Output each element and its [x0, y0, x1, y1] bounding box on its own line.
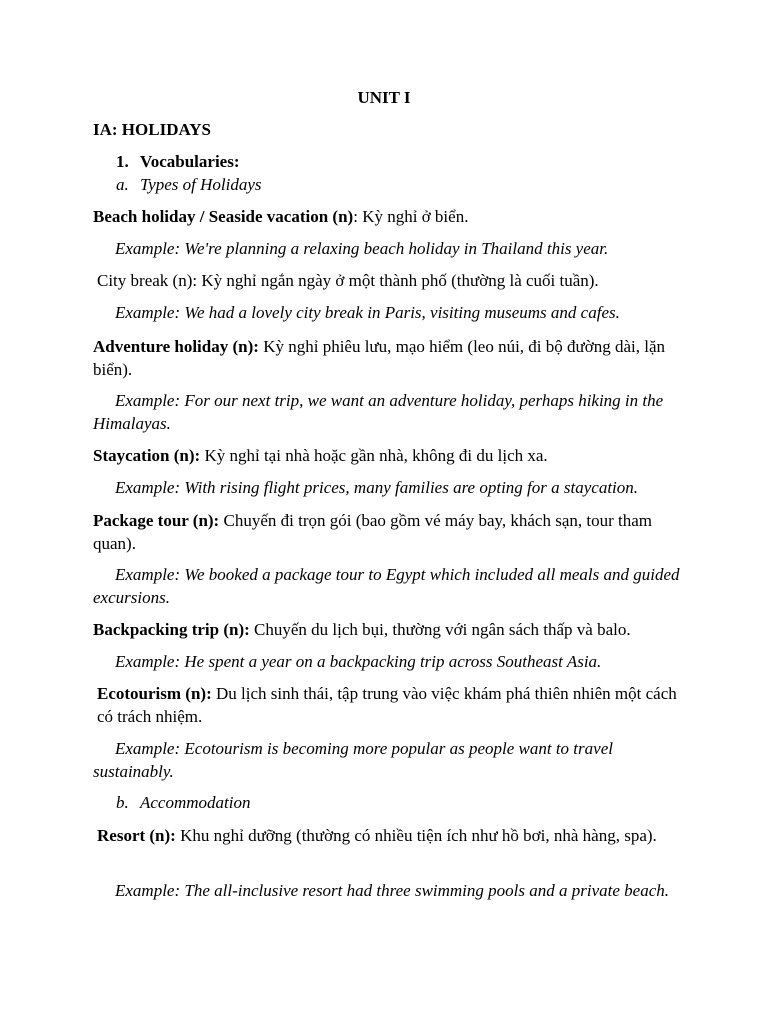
vocab-example: Example: The all-inclusive resort had three swimming pools and a private beach.: [115, 881, 669, 900]
vocab-entry: [93, 509, 683, 555]
subheading-text: Accommodation: [140, 793, 251, 812]
vocab-example: Example: We booked a package tour to Egypt which included all meals and guided excursions.: [93, 565, 680, 607]
vocab-term: Adventure holiday (n):: [93, 337, 259, 356]
vocab-definition: City break (n): Kỳ nghỉ ngắn ngày ở một thành phố (thường là cuối tuần).: [97, 271, 599, 290]
heading-text: Vocabularies:: [140, 152, 240, 171]
vocab-definition: Du lịch sinh thái, tập trung vào việc khám phá thiên nhiên một cách có trách nhiệm.: [97, 684, 677, 726]
vocab-entry: [97, 824, 687, 847]
vocab-entry: [97, 682, 687, 728]
unit-title: UNIT I: [357, 88, 411, 107]
vocab-example: Example: We're planning a relaxing beach holiday in Thailand this year.: [115, 239, 609, 258]
heading-vocabularies: [116, 151, 240, 173]
vocab-term: Beach holiday / Seaside vacation (n): [93, 207, 354, 226]
vocab-definition: Chuyến đi trọn gói (bao gồm vé máy bay, khách sạn, tour tham quan).: [93, 511, 653, 553]
vocab-example: Example: Ecotourism is becoming more popular as people want to travel sustainably.: [93, 739, 613, 781]
vocab-definition: : Kỳ nghỉ ở biển.: [353, 207, 469, 226]
vocab-example: Example: He spent a year on a backpacking trip across Southeast Asia.: [115, 652, 602, 671]
subheading-types-of-holidays: [116, 174, 262, 196]
vocab-term: Staycation (n):: [93, 446, 201, 465]
section-title: IA: HOLIDAYS: [93, 120, 211, 139]
subheading-letter: a.: [116, 175, 129, 194]
vocab-entry: [93, 618, 683, 641]
heading-number: 1.: [116, 152, 129, 171]
subheading-accommodation: [116, 792, 250, 814]
vocab-entry: [93, 335, 683, 381]
vocab-entry: [93, 444, 683, 467]
vocab-term: Ecotourism (n):: [97, 684, 212, 703]
vocab-example: Example: We had a lovely city break in Paris, visiting museums and cafes.: [115, 303, 620, 322]
vocab-example: Example: With rising flight prices, many families are opting for a staycation.: [115, 478, 639, 497]
vocab-entry: [93, 205, 683, 228]
vocab-definition: Kỳ nghỉ phiêu lưu, mạo hiểm (leo núi, đi bộ đường dài, lặn biển).: [93, 337, 666, 379]
vocab-definition: Khu nghỉ dưỡng (thường có nhiều tiện ích như hồ bơi, nhà hàng, spa).: [175, 826, 657, 845]
vocab-entry: [97, 269, 687, 292]
vocab-term: Package tour (n):: [93, 511, 220, 530]
vocab-definition: Chuyến du lịch bụi, thường với ngân sách thấp và balo.: [249, 620, 631, 639]
subheading-letter: b.: [116, 793, 129, 812]
vocab-term: Resort (n):: [97, 826, 176, 845]
vocab-example: Example: For our next trip, we want an adventure holiday, perhaps hiking in the Himalayas.: [93, 391, 664, 433]
vocab-definition: Kỳ nghỉ tại nhà hoặc gần nhà, không đi du lịch xa.: [200, 446, 548, 465]
subheading-text: Types of Holidays: [140, 175, 262, 194]
vocab-term: Backpacking trip (n):: [93, 620, 250, 639]
